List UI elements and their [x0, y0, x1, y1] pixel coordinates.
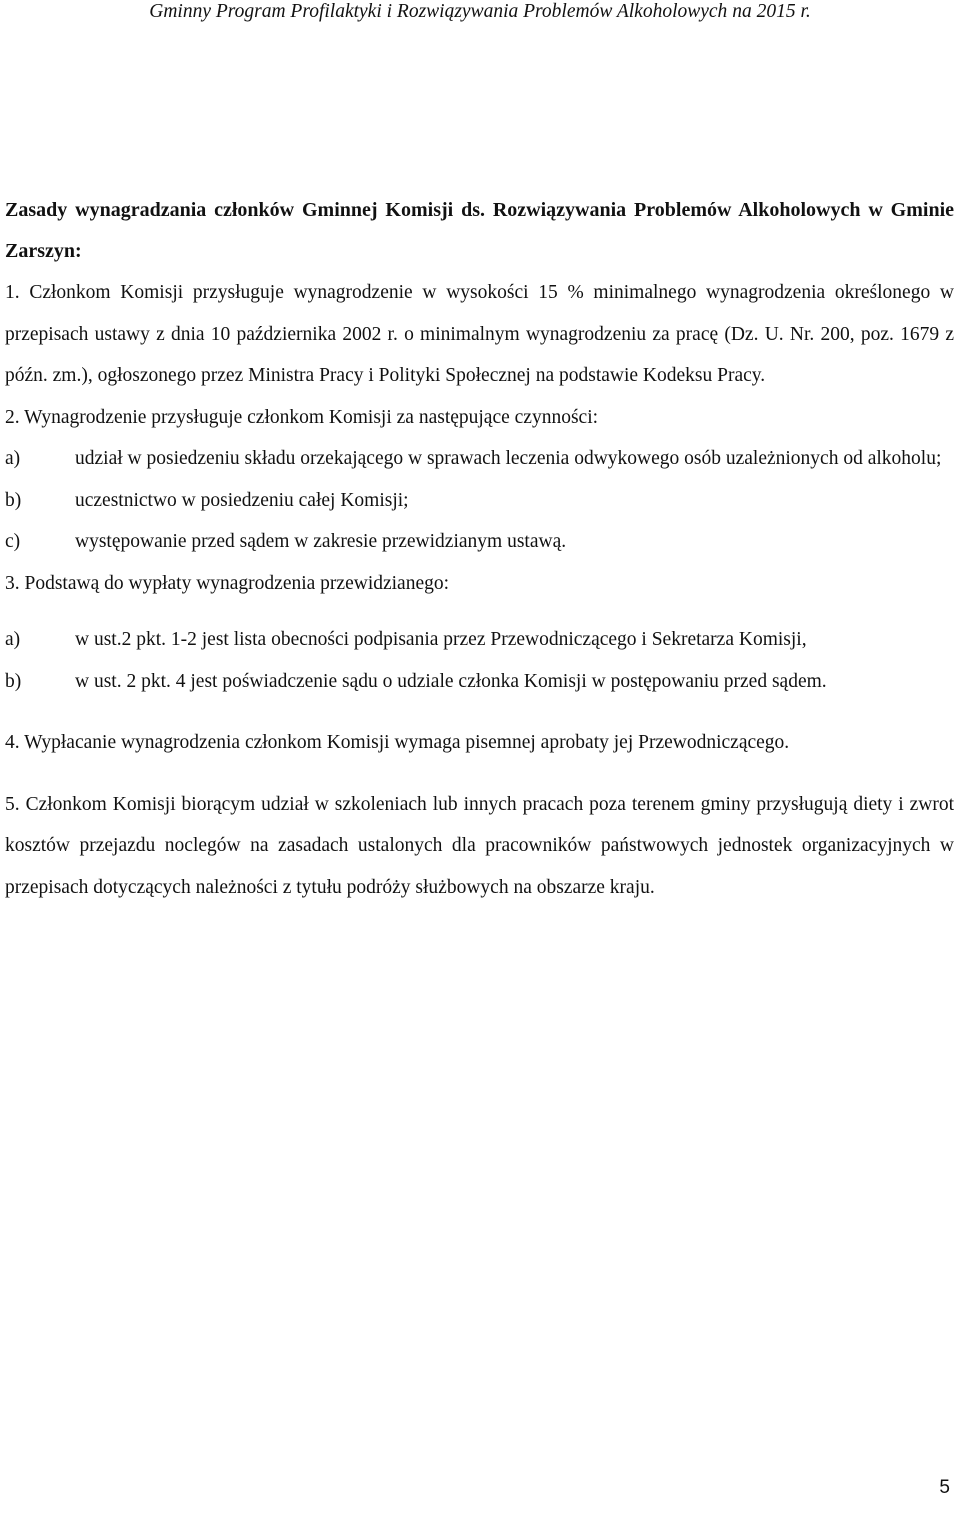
point-4-text: Wypłacanie wynagrodzenia członkom Komisji wymaga pisemnej aprobaty jej Przewodniczącego.: [24, 732, 790, 753]
list-item-label: b): [5, 489, 22, 511]
point-1-text: Członkom Komisji przysługuje wynagrodzenie w wysokości 15 % minimalnego wynagrodzenia określonego w przepisach ustawy z dnia 10 października 2002 r. o minimalnym wynagrodzeniu za pracę (Dz. U. Nr. 200, poz. 1679 z późn. zm.), ogłoszonego przez Ministra Pracy i Polityki Społecznej na podstawie Kodeksu Pracy.: [5, 282, 954, 386]
list-item-text: występowanie przed sądem w zakresie przewidzianym ustawą.: [75, 531, 567, 552]
list-item-label: c): [5, 531, 21, 552]
list-item-text: w ust. 2 pkt. 4 jest poświadczenie sądu o udziale członka Komisji w postępowaniu przed sądem.: [75, 670, 827, 692]
point-2-number: 2.: [5, 406, 20, 428]
point-2-item-a: [5, 438, 954, 480]
point-2-item-c: [5, 521, 954, 563]
point-4: [5, 722, 954, 764]
section-title: Zasady wynagradzania członków Gminnej Komisji ds. Rozwiązywania Problemów Alkoholowych w Gminie Zarszyn:: [5, 199, 954, 262]
list-item-text: udział w posiedzeniu składu orzekającego w sprawach leczenia odwykowego osób uzależnionych od alkoholu;: [75, 448, 942, 469]
point-2: [5, 397, 954, 439]
point-5-text: Członkom Komisji biorącym udział w szkoleniach lub innych pracach poza terenem gminy przysługują diety i zwrot kosztów przejazdu noclegów na zasadach ustalonych dla pracowników państwowych jednostek organizacyjnych w przepisach dotyczących należności z tytułu podróży służbowych na obszarze kraju.: [5, 793, 954, 898]
point-4-number: 4.: [5, 732, 20, 753]
header-year: na 2015 r.: [732, 1, 811, 22]
header-title: Gminny Program Profilaktyki i Rozwiązywania Problemów Alkoholowych: [149, 1, 728, 22]
point-3-item-b: [5, 661, 954, 703]
point-2-text: Wynagrodzenie przysługuje członkom Komisji za następujące czynności:: [24, 406, 599, 428]
point-3-item-a: [5, 619, 954, 661]
point-5-number: 5.: [5, 793, 20, 815]
list-item-label: a): [5, 448, 21, 469]
point-3: [5, 563, 954, 605]
list-item-text: w ust.2 pkt. 1-2 jest lista obecności podpisania przez Przewodniczącego i Sekretarza Komisji,: [75, 629, 807, 650]
document-body: [5, 190, 954, 908]
point-1: [5, 272, 954, 397]
point-3-text: Podstawą do wypłaty wynagrodzenia przewidzianego:: [24, 572, 450, 594]
point-3-number: 3.: [5, 572, 20, 594]
page-number: 5: [939, 1477, 950, 1498]
point-2-item-b: [5, 480, 954, 522]
point-5: [5, 784, 954, 909]
list-item-label: b): [5, 670, 22, 692]
running-header: [0, 0, 960, 24]
point-1-number: 1.: [5, 282, 20, 303]
list-item-label: a): [5, 629, 21, 650]
list-item-text: uczestnictwo w posiedzeniu całej Komisji;: [75, 489, 409, 511]
